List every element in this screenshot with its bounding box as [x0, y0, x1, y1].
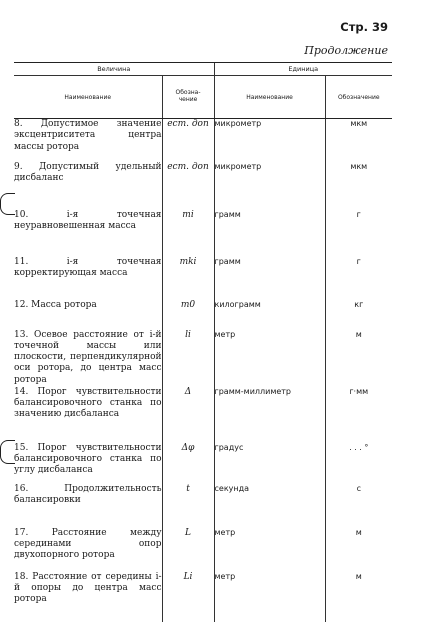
row-name: 11. i-я точечная корректирующая масса — [14, 256, 162, 278]
row-unit-name: метр — [214, 528, 325, 572]
row-name: 9. Допустимый удельный дисбаланс — [14, 161, 162, 183]
row-symbol: mki — [162, 257, 214, 300]
table-row — [14, 210, 392, 257]
row-unit-name: килограмм — [214, 300, 325, 330]
page-number: Стр. 39 — [340, 20, 388, 34]
column-header-unit-symbol: Обозначение — [325, 76, 392, 119]
row-symbol: L — [162, 528, 214, 572]
row-name: 10. i-я точечная неуравновешенная масса — [14, 209, 162, 231]
row-name: 15. Порог чувствительности балансировочного станка по углу дисбаланса — [14, 442, 162, 475]
row-unit-name: градус — [214, 443, 325, 484]
column-header-name: Наименование — [14, 76, 162, 119]
row-unit-name: микрометр — [214, 162, 325, 210]
row-unit-name: метр — [214, 330, 325, 387]
row-unit-symbol: м — [325, 528, 392, 572]
table-row — [14, 300, 392, 330]
row-unit-name: микрометр — [214, 119, 325, 162]
group-header-unit: Единица — [214, 63, 392, 76]
row-unit-symbol: мкм — [325, 162, 392, 210]
units-table — [14, 62, 392, 622]
continuation-label: Продолжение — [304, 44, 388, 57]
table-row — [14, 443, 392, 484]
row-name: 12. Масса ротора — [14, 299, 97, 310]
binding-mark — [0, 193, 15, 215]
row-unit-name: грамм — [214, 210, 325, 257]
row-symbol: t — [162, 484, 214, 528]
row-unit-symbol: кг — [325, 300, 392, 330]
group-header-quantity: Величина — [14, 63, 214, 76]
row-name: 13. Осевое расстояние от i-й точечной массы или плоскости, перпендикулярной оси ротора, до центра масс ротора — [14, 329, 162, 385]
page-header — [0, 0, 426, 60]
table-row — [14, 387, 392, 443]
row-symbol: eст. доп — [162, 162, 214, 210]
row-unit-symbol: с — [325, 484, 392, 528]
table-row — [14, 257, 392, 300]
table-row — [14, 330, 392, 387]
row-unit-symbol: мкм — [325, 119, 392, 162]
row-unit-name: грамм — [214, 257, 325, 300]
row-name: 8. Допустимое значение эксцентриситета центра массы ротора — [14, 119, 162, 152]
table-column-header-row — [14, 76, 392, 119]
column-header-unit-name: Наименование — [214, 76, 325, 119]
table-row — [14, 572, 392, 622]
table-row — [14, 484, 392, 528]
row-name: 16. Продолжительность балансировки — [14, 483, 162, 505]
binding-mark — [0, 440, 15, 464]
row-name: 18. Расстояние от середины i-й опоры до центра масс ротора — [14, 571, 162, 604]
table-row — [14, 119, 392, 162]
row-symbol: Δ — [162, 387, 214, 443]
row-symbol: eст. доп — [162, 119, 214, 162]
table-row — [14, 162, 392, 210]
row-unit-name: метр — [214, 572, 325, 622]
row-symbol: m0 — [162, 300, 214, 330]
row-unit-symbol: г — [325, 210, 392, 257]
row-unit-symbol: м — [325, 330, 392, 387]
column-header-symbol: Обозна- чение — [162, 76, 214, 119]
table-row — [14, 528, 392, 572]
row-symbol: Δφ — [162, 443, 214, 484]
row-unit-symbol: г·мм — [325, 387, 392, 443]
row-unit-symbol: г — [325, 257, 392, 300]
row-unit-name: секунда — [214, 484, 325, 528]
row-name: 14. Порог чувствительности балансировочного станка по значению дисбаланса — [14, 386, 162, 419]
row-unit-name: грамм-миллиметр — [214, 387, 325, 443]
table-group-header-row — [14, 63, 392, 76]
row-unit-symbol: . . . ° — [325, 443, 392, 484]
row-unit-symbol: м — [325, 572, 392, 622]
row-symbol: li — [162, 330, 214, 387]
row-symbol: Li — [162, 572, 214, 622]
row-symbol: mi — [162, 210, 214, 257]
row-name: 17. Расстояние между серединами опор двухопорного ротора — [14, 527, 162, 560]
